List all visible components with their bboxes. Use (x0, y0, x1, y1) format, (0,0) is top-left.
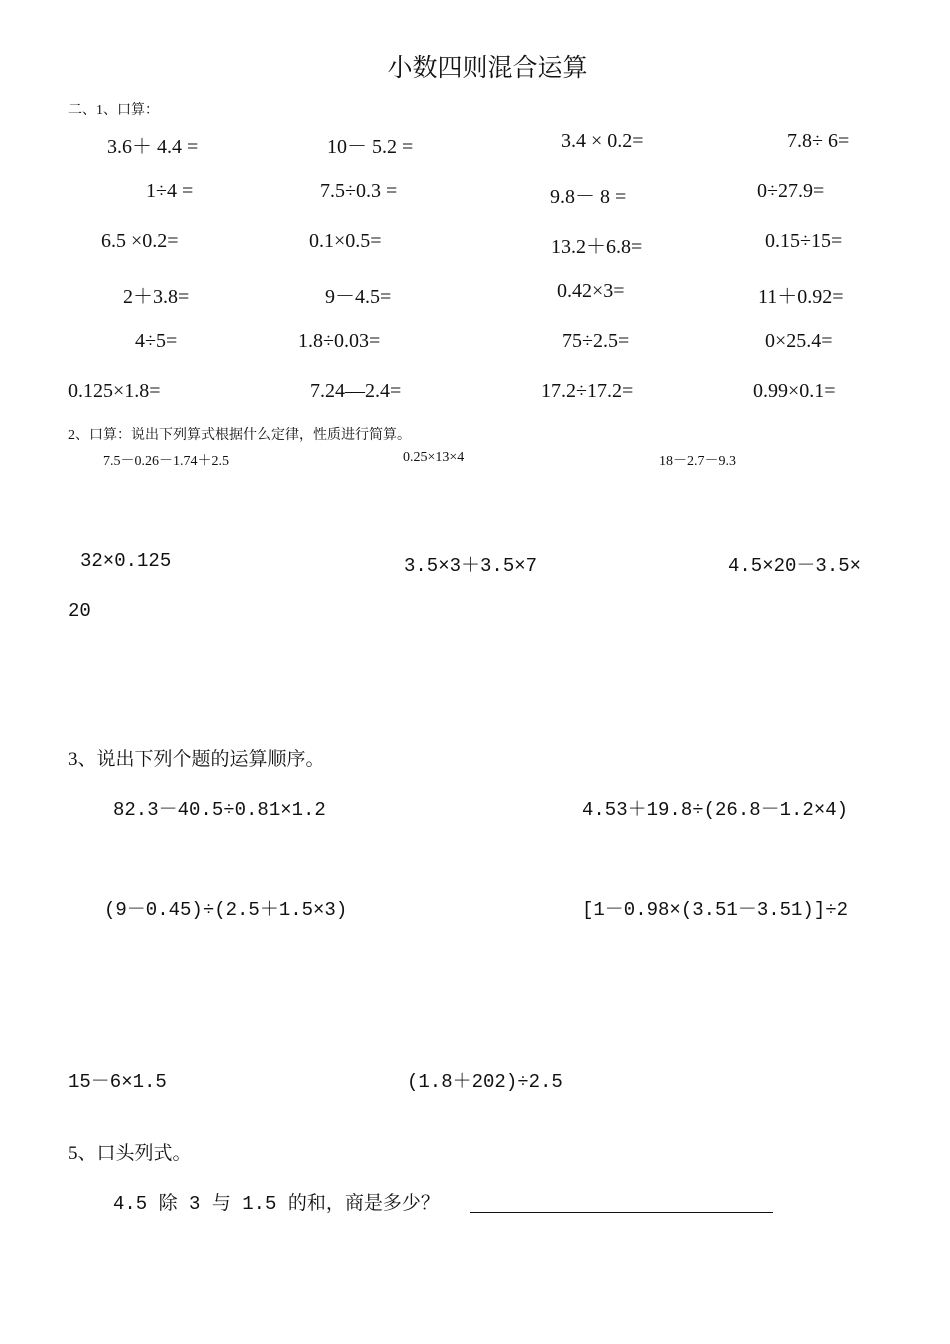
order-expression: (9－0.45)÷(2.5＋1.5×3) (104, 899, 348, 921)
section1-heading: 二、1、口算： (68, 103, 159, 118)
oral-item: 17.2÷17.2= (541, 380, 634, 402)
page-title: 小数四则混合运算 (387, 55, 588, 82)
section2-heading: 2、口算：说出下列算式根据什么定律，性质进行简算。 (68, 428, 411, 443)
oral-item: 11＋0.92= (758, 286, 844, 308)
oral-item: 3.6＋ 4.4 = (107, 136, 199, 158)
oral-item: 7.8÷ 6= (787, 130, 850, 152)
simplify-expression-wrap: 20 (68, 600, 91, 622)
oral-item: 4÷5= (135, 330, 178, 352)
simplify-expression: 7.5－0.26－1.74＋2.5 (103, 454, 229, 469)
oral-item: 9.8－ 8 = (550, 186, 627, 208)
oral-item: 0.42×3= (557, 280, 625, 302)
oral-item: 0.15÷15= (765, 230, 843, 252)
word-problem: 4.5 除 3 与 1.5 的和，商是多少？ (113, 1193, 440, 1215)
oral-item: 13.2＋6.8= (551, 236, 643, 258)
answer-blank-line[interactable] (470, 1212, 773, 1213)
oral-item: 3.4 × 0.2= (561, 130, 644, 152)
simplify-expression: 3.5×3＋3.5×7 (404, 555, 538, 577)
order-expression: 15－6×1.5 (68, 1071, 167, 1093)
oral-item: 0.125×1.8= (68, 380, 161, 402)
section5-heading: 5、口头列式。 (68, 1143, 192, 1164)
order-expression: 4.53＋19.8÷(26.8－1.2×4) (582, 799, 849, 821)
oral-item: 75÷2.5= (562, 330, 630, 352)
oral-item: 2＋3.8= (123, 286, 190, 308)
oral-item: 7.24—2.4= (310, 380, 402, 402)
oral-item: 0.99×0.1= (753, 380, 836, 402)
section3-heading: 3、说出下列个题的运算顺序。 (68, 749, 325, 770)
simplify-expression: 4.5×20－3.5× (728, 555, 862, 577)
oral-item: 1.8÷0.03= (298, 330, 381, 352)
oral-item: 0×25.4= (765, 330, 833, 352)
simplify-expression: 32×0.125 (80, 550, 172, 572)
order-expression: (1.8＋202)÷2.5 (407, 1071, 563, 1093)
oral-item: 10－ 5.2 = (327, 136, 414, 158)
oral-item: 1÷4 = (146, 180, 194, 202)
order-expression: [1－0.98×(3.51－3.51)]÷2 (582, 899, 849, 921)
oral-item: 7.5÷0.3 = (320, 180, 398, 202)
order-expression: 82.3－40.5÷0.81×1.2 (113, 799, 326, 821)
oral-item: 9－4.5= (325, 286, 392, 308)
oral-item: 6.5 ×0.2= (101, 230, 179, 252)
oral-item: 0.1×0.5= (309, 230, 382, 252)
simplify-expression: 18－2.7－9.3 (659, 454, 736, 469)
simplify-expression: 0.25×13×4 (403, 450, 465, 465)
oral-item: 0÷27.9= (757, 180, 825, 202)
